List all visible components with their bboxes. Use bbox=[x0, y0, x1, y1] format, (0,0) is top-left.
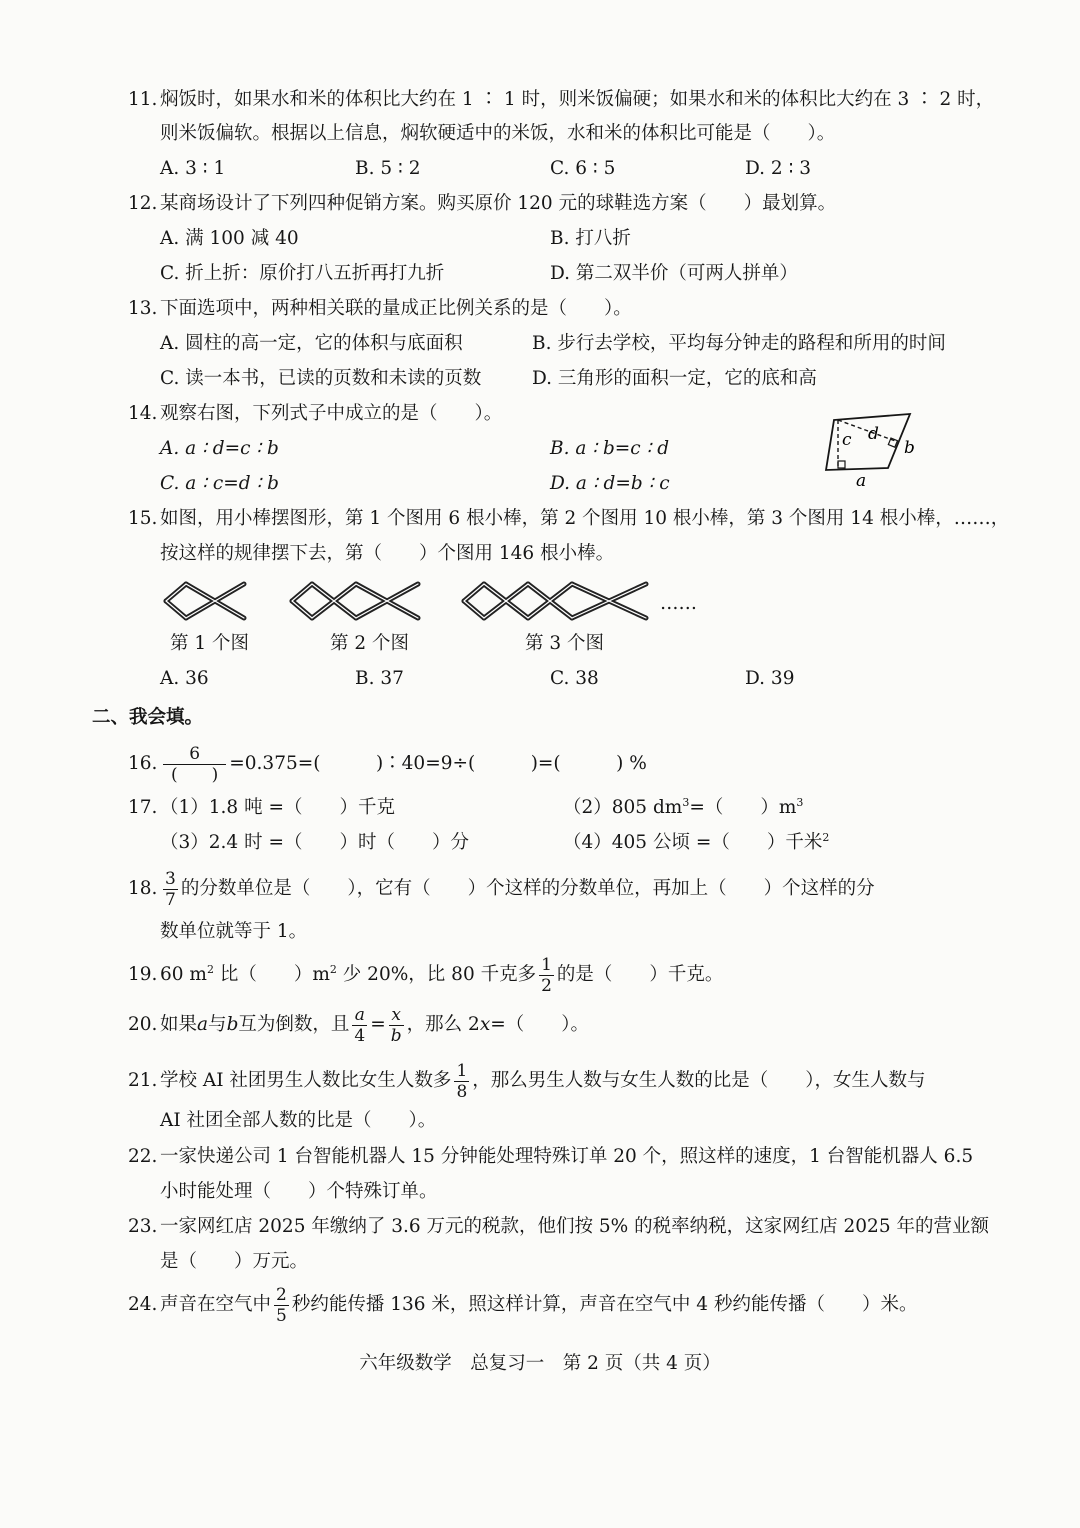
q15-option-d: D. 39 bbox=[745, 668, 795, 689]
stick-figure-3 bbox=[460, 580, 655, 622]
q17-part-4-a: （4）405 公顷 =（ ）千米 bbox=[563, 832, 823, 853]
q15-option-a: A. 36 bbox=[160, 668, 209, 689]
q20-number: 20. bbox=[128, 1014, 158, 1035]
q12-text-line1: 某商场设计了下列四种促销方案。购买原价 120 元的球鞋选方案（ ）最划算。 bbox=[160, 193, 837, 214]
q19-sup-2: 2 bbox=[329, 962, 337, 976]
q24-text bbox=[160, 1275, 917, 1335]
q19-part-3: 少 20%，比 80 千克多 bbox=[336, 964, 537, 985]
q16-numerator: 6 bbox=[189, 743, 201, 764]
q15-caption-3: 第 3 个图 bbox=[525, 633, 605, 654]
q15-continuation-dots: …… bbox=[660, 593, 697, 614]
q23-text-line2: 是（ ）万元。 bbox=[160, 1251, 309, 1272]
q14-option-c: C. a ∶ c=d ∶ b bbox=[160, 473, 279, 494]
fig-label-c: c bbox=[842, 430, 852, 450]
q14-option-a: A. a ∶ d=c ∶ b bbox=[160, 438, 279, 459]
q11-text-line1: 焖饭时，如果水和米的体积比大约在 1 ∶ 1 时，则米饭偏硬；如果水和米的体积比大约在 3 ∶ 2 时， bbox=[160, 89, 995, 110]
q17-part-3: （3）2.4 时 =（ ）时（ ）分 bbox=[160, 832, 469, 853]
q17-part-2-a: （2）805 dm bbox=[563, 797, 683, 818]
q23-text-line1: 一家网红店 2025 年缴纳了 3.6 万元的税款，他们按 5% 的税率纳税，这家网红店 2025 年的营业额 bbox=[160, 1216, 989, 1237]
q24-denominator: 5 bbox=[276, 1305, 287, 1326]
q18-line1-text: 的分数单位是（ ），它有（ ）个这样的分数单位，再加上（ ）个这样的分 bbox=[180, 878, 875, 899]
q17-sup-c: 2 bbox=[822, 830, 830, 844]
fig-label-b: b bbox=[904, 438, 915, 458]
q24-fraction bbox=[274, 1285, 289, 1326]
q20-f2-num: x bbox=[391, 1004, 401, 1025]
q17-number: 17. bbox=[128, 797, 158, 818]
q13-number: 13. bbox=[128, 298, 158, 319]
q16-text bbox=[160, 734, 647, 794]
q12-option-d: D. 第二双半价（可两人拼单） bbox=[550, 263, 798, 284]
q20-text bbox=[160, 995, 589, 1055]
q11-option-d: D. 2 ∶ 3 bbox=[745, 158, 812, 179]
q22-text-line2: 小时能处理（ ）个特殊订单。 bbox=[160, 1181, 438, 1202]
q19-denominator: 2 bbox=[541, 975, 552, 996]
parallelogram-figure bbox=[818, 408, 928, 490]
page-footer: 六年级数学 总复习一 第 2 页（共 4 页） bbox=[359, 1353, 721, 1374]
q24-numerator: 2 bbox=[276, 1284, 287, 1305]
q18-denominator: 7 bbox=[165, 889, 176, 910]
q21-number: 21. bbox=[128, 1070, 158, 1091]
q21-part-2: ，那么男生人数与女生人数的比是（ ），女生人数与 bbox=[472, 1070, 926, 1091]
q16-rest: =0.375=( )∶40=9÷( )=( ) % bbox=[229, 753, 647, 774]
q20-part-2: 与 bbox=[208, 1014, 227, 1035]
q23-number: 23. bbox=[128, 1216, 158, 1237]
q14-option-d: D. a ∶ d=b ∶ c bbox=[550, 473, 670, 494]
q20-var-x: x bbox=[479, 1014, 491, 1035]
q21-numerator: 1 bbox=[456, 1060, 468, 1081]
q19-part-2: 比（ ）m bbox=[213, 964, 330, 985]
q21-part-1: 学校 AI 社团男生人数比女生人数多 bbox=[160, 1070, 452, 1091]
q17-sup-a: 3 bbox=[682, 795, 690, 809]
q15-option-b: B. 37 bbox=[355, 668, 404, 689]
q13-option-a: A. 圆柱的高一定，它的体积与底面积 bbox=[160, 333, 463, 354]
q22-text-line1: 一家快递公司 1 台智能机器人 15 分钟能处理特殊订单 20 个，照这样的速度，1 台智能机器人 6.5 bbox=[160, 1146, 974, 1167]
section-heading: 二、我会填。 bbox=[92, 707, 204, 728]
q16-denominator: ( ) bbox=[163, 764, 226, 785]
q20-f1-den: 4 bbox=[354, 1025, 366, 1046]
q19-number: 19. bbox=[128, 964, 158, 985]
q14-number: 14. bbox=[128, 403, 158, 424]
stick-figure-1 bbox=[162, 580, 252, 622]
q19-part-1: 60 m bbox=[160, 964, 207, 985]
q24-number: 24. bbox=[128, 1294, 158, 1315]
q15-caption-2: 第 2 个图 bbox=[330, 633, 410, 654]
stick-figure-2 bbox=[288, 580, 428, 622]
q20-equals: = bbox=[370, 1014, 386, 1035]
q18-number: 18. bbox=[128, 878, 158, 899]
q16-number: 16. bbox=[128, 753, 158, 774]
q18-fraction bbox=[163, 869, 178, 910]
q22-number: 22. bbox=[128, 1146, 158, 1167]
q20-f2-den: b bbox=[390, 1025, 402, 1046]
q12-option-b: B. 打八折 bbox=[550, 228, 631, 249]
q15-text-line1: 如图，用小棒摆图形，第 1 个图用 6 根小棒，第 2 个图用 10 根小棒，第 3 个图用 14 根小棒，……， bbox=[160, 508, 1010, 529]
q17-sup-b: 3 bbox=[796, 795, 804, 809]
q16-fraction bbox=[163, 744, 226, 785]
q20-f1-num: a bbox=[354, 1004, 365, 1025]
q20-part-4: ，那么 2 bbox=[406, 1014, 480, 1035]
q20-var-b: b bbox=[226, 1014, 239, 1035]
q11-option-a: A. 3 ∶ 1 bbox=[160, 158, 226, 179]
q17-part-1: （1）1.8 吨 =（ ）千克 bbox=[160, 797, 395, 818]
q14-text-line1: 观察右图，下列式子中成立的是（ ）。 bbox=[160, 403, 503, 424]
q13-option-c: C. 读一本书，已读的页数和未读的页数 bbox=[160, 368, 482, 389]
q24-part-2: 秒约能传播 136 米，照这样计算，声音在空气中 4 秒约能传播（ ）米。 bbox=[291, 1294, 918, 1315]
q20-fraction-2 bbox=[389, 1005, 404, 1046]
q20-var-a: a bbox=[197, 1014, 209, 1035]
q11-option-c: C. 6 ∶ 5 bbox=[550, 158, 616, 179]
q20-part-1: 如果 bbox=[160, 1014, 198, 1035]
q11-text-line2: 则米饭偏软。根据以上信息，焖软硬适中的米饭，水和米的体积比可能是（ ）。 bbox=[160, 123, 836, 144]
q17-part-4 bbox=[563, 831, 829, 855]
q18-text-line1 bbox=[160, 859, 875, 919]
q21-denominator: 8 bbox=[456, 1081, 468, 1102]
q13-option-d: D. 三角形的面积一定，它的底和高 bbox=[532, 368, 817, 389]
q15-number: 15. bbox=[128, 508, 158, 529]
q15-caption-1: 第 1 个图 bbox=[170, 633, 250, 654]
fig-label-d: d bbox=[868, 424, 879, 444]
q17-part-2 bbox=[563, 796, 803, 820]
q24-part-1: 声音在空气中 bbox=[160, 1294, 272, 1315]
q13-option-b: B. 步行去学校，平均每分钟走的路程和所用的时间 bbox=[532, 333, 946, 354]
q11-number: 11. bbox=[128, 89, 158, 110]
q12-number: 12. bbox=[128, 193, 158, 214]
q17-part-2-b: =（ ）m bbox=[689, 797, 797, 818]
q20-part-5: =（ ）。 bbox=[490, 1014, 590, 1035]
q19-numerator: 1 bbox=[541, 954, 552, 975]
q18-numerator: 3 bbox=[165, 868, 176, 889]
fig-label-a: a bbox=[856, 471, 867, 491]
q19-part-4: 的是（ ）千克。 bbox=[556, 964, 724, 985]
q12-option-a: A. 满 100 减 40 bbox=[160, 228, 299, 249]
q21-fraction bbox=[454, 1061, 469, 1102]
q20-fraction-1 bbox=[352, 1005, 367, 1046]
q15-text-line2: 按这样的规律摆下去，第（ ）个图用 146 根小棒。 bbox=[160, 543, 615, 564]
q21-text-line1 bbox=[160, 1051, 926, 1111]
q19-fraction bbox=[539, 955, 554, 996]
q13-text-line1: 下面选项中，两种相关联的量成正比例关系的是（ ）。 bbox=[160, 298, 632, 319]
q14-option-b: B. a ∶ b=c ∶ d bbox=[550, 438, 670, 459]
q21-text-line2: AI 社团全部人数的比是（ ）。 bbox=[160, 1110, 437, 1131]
q19-sup-1: 2 bbox=[206, 962, 214, 976]
q12-option-c: C. 折上折：原价打八五折再打九折 bbox=[160, 263, 445, 284]
q18-text-line2: 数单位就等于 1。 bbox=[160, 921, 308, 942]
q11-option-b: B. 5 ∶ 2 bbox=[355, 158, 421, 179]
q15-option-c: C. 38 bbox=[550, 668, 599, 689]
q20-part-3: 互为倒数，且 bbox=[238, 1014, 350, 1035]
